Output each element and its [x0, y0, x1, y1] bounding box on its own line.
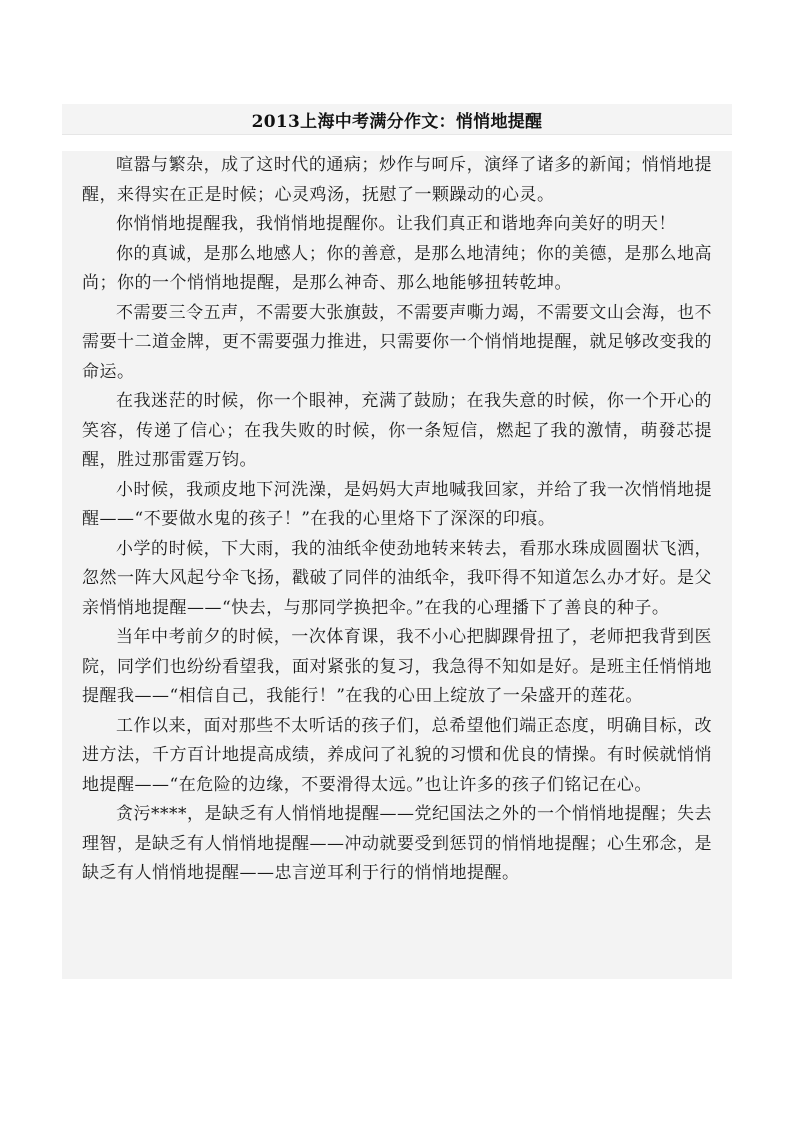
- paragraph-4: 不需要三令五声，不需要大张旗鼓，不需要声嘶力竭，不需要文山会海，也不需要十二道金牌，更不需要强力推进，只需要你一个悄悄地提醒，就足够改变我的命运。: [82, 302, 712, 382]
- paragraph-1: 喧嚣与繁杂，成了这时代的通病；炒作与呵斥，演绎了诸多的新闻；悄悄地提醒，来得实在正是时候；心灵鸡汤，抚慰了一颗躁动的心灵。: [82, 155, 712, 205]
- title-band: [62, 104, 732, 135]
- paragraph-10: 贪污****，是缺乏有人悄悄地提醒——党纪国法之外的一个悄悄地提醒；失去理智，是缺乏有人悄悄地提醒——冲动就要受到惩罚的悄悄地提醒；心生邪念，是缺乏有人悄悄地提醒——忠言逆耳利于行的悄悄地提醒。: [82, 804, 712, 883]
- paragraph-5: 在我迷茫的时候，你一个眼神，充满了鼓励；在我失意的时候，你一个开心的笑容，传递了信心；在我失败的时候，你一条短信，燃起了我的激情，萌發芯提醒，胜过那雷霆万钧。: [82, 391, 712, 470]
- paragraph-8: 当年中考前夕的时候，一次体育课，我不小心把脚踝骨扭了，老师把我背到医院，同学们也纷纷看望我，面对紧张的复习，我急得不知如是好。是班主任悄悄地提醒我——“相信自己，我能行！”在我的心田上绽放了一朵盛开的莲花。: [82, 627, 712, 706]
- document-title: 2013上海中考满分作文：悄悄地提醒: [251, 111, 543, 132]
- document-body: [62, 151, 732, 979]
- paragraph-9: 工作以来，面对那些不太听话的孩子们，总希望他们端正态度，明确目标，改进方法，千方百计地提高成绩，养成问了礼貌的习惯和优良的情操。有时候就悄悄地提醒——“在危险的边缘，不要滑得太远。”也让许多的孩子们铭记在心。: [82, 715, 712, 795]
- paragraph-6: 小时候，我顽皮地下河洗澡，是妈妈大声地喊我回家，并给了我一次悄悄地提醒——“不要做水鬼的孩子！”在我的心里烙下了深深的印痕。: [82, 479, 712, 529]
- paragraph-2: 你悄悄地提醒我，我悄悄地提醒你。让我们真正和谐地奔向美好的明天！: [116, 214, 676, 234]
- paragraph-3: 你的真诚，是那么地感人；你的善意，是那么地清纯；你的美德，是那么地高尚；你的一个悄悄地提醒，是那么神奇、那么地能够扭转乾坤。: [82, 243, 712, 293]
- paragraph-7: 小学的时候，下大雨，我的油纸伞使劲地转来转去，看那水珠成圆圈状飞洒，忽然一阵大风起兮伞飞扬，戳破了同伴的油纸伞，我吓得不知道怎么办才好。是父亲悄悄地提醒——“快去，与那同学换把伞。”在我的心理播下了善良的种子。: [82, 538, 712, 618]
